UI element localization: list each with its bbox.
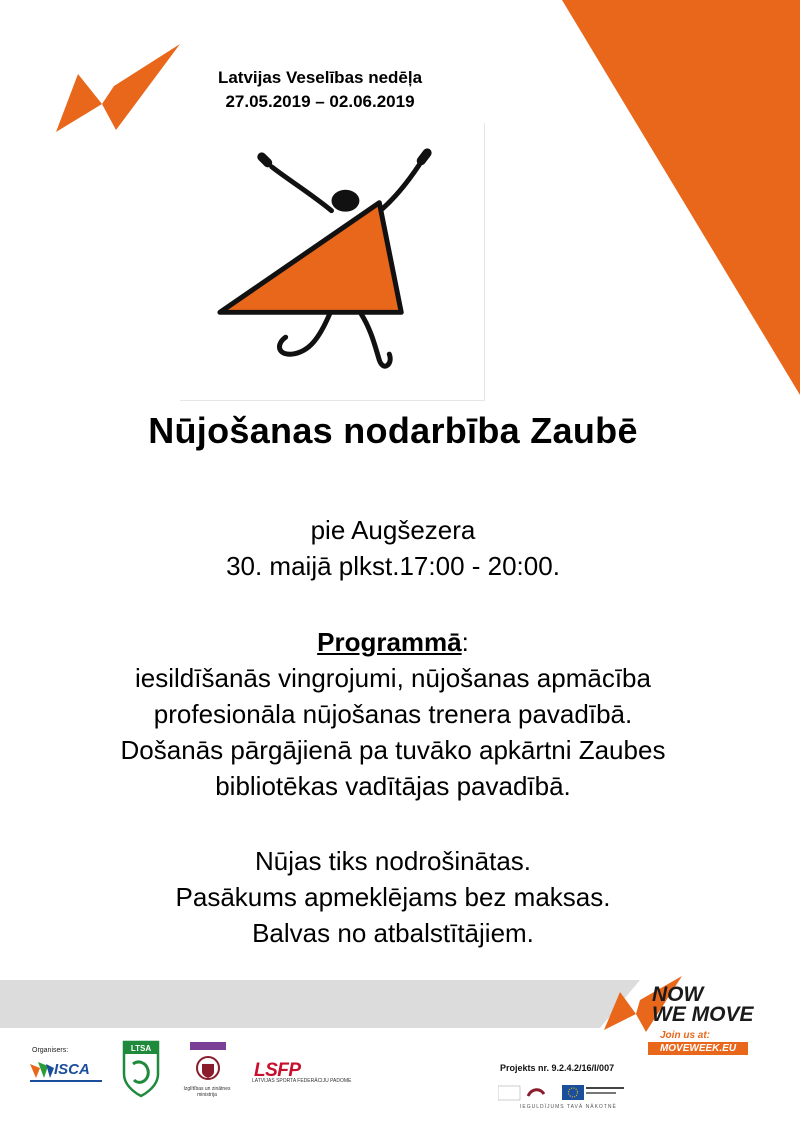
event-notes (0, 843, 786, 951)
note-line: Pasākums apmeklējams bez maksas. (175, 882, 611, 912)
footer-band (0, 980, 640, 1028)
note-line: Nūjas tiks nodrošinātas. (254, 846, 532, 876)
program-line: profesionāla nūjošanas trenera pavadībā. (153, 699, 633, 729)
lsfp-logo: LSFP (254, 1060, 301, 1081)
program-line: Došanās pārgājienā pa tuvāko apkārtni Zaubes (120, 735, 666, 765)
program-label: Programmā (317, 627, 462, 657)
project-number: Projekts nr. 9.2.4.2/16/I/007 (500, 1063, 615, 1073)
event-name: Latvijas Veselības nedēļa (217, 68, 423, 87)
izm-name: Izglītības un zinātnes ministrija (183, 1086, 231, 1098)
note-line: Balvas no atbalstītājiem. (252, 918, 534, 948)
jumping-figure-icon (180, 123, 484, 400)
campaign-join: Join us at: (660, 1030, 711, 1041)
eu-funding-logos-icon (498, 1082, 626, 1104)
event-header (170, 66, 470, 114)
event-dates: 27.05.2019 – 02.06.2019 (225, 92, 415, 111)
campaign-url[interactable]: MOVEWEEK.EU (648, 1042, 748, 1055)
isca-name: ISCA (54, 1061, 90, 1078)
ltsa-crest-icon (122, 1040, 160, 1098)
organisers-label: Organisers: (32, 1047, 69, 1054)
program-description (0, 660, 786, 804)
campaign-line2: WE MOVE (652, 1003, 754, 1026)
program-heading (0, 624, 786, 660)
eu-motto: IEGULDĪJUMS TAVĀ NĀKOTNĒ (520, 1104, 617, 1110)
campaign-slogan (652, 985, 754, 1025)
program-line: iesildīšanās vingrojumi, nūjošanas apmācība (135, 663, 651, 693)
ltsa-name: LTSA (130, 1044, 152, 1053)
event-location: pie Augšezera (310, 515, 476, 545)
event-time: 30. maijā plkst.17:00 - 20:00. (226, 551, 560, 581)
event-details (0, 512, 786, 584)
page-title: Nūjošanas nodarbība Zaubē (148, 410, 638, 451)
program-line: bibliotēkas vadītājas pavadībā. (215, 771, 571, 801)
hero-illustration (180, 123, 485, 401)
moveweek-logo-icon (56, 42, 182, 134)
izm-coat-of-arms-icon (188, 1042, 228, 1082)
campaign-line1: NOW (652, 983, 704, 1006)
program-colon: : (461, 627, 469, 657)
lsfp-subtitle: LATVIJAS SPORTA FEDERĀCIJU PADOME (252, 1078, 352, 1084)
